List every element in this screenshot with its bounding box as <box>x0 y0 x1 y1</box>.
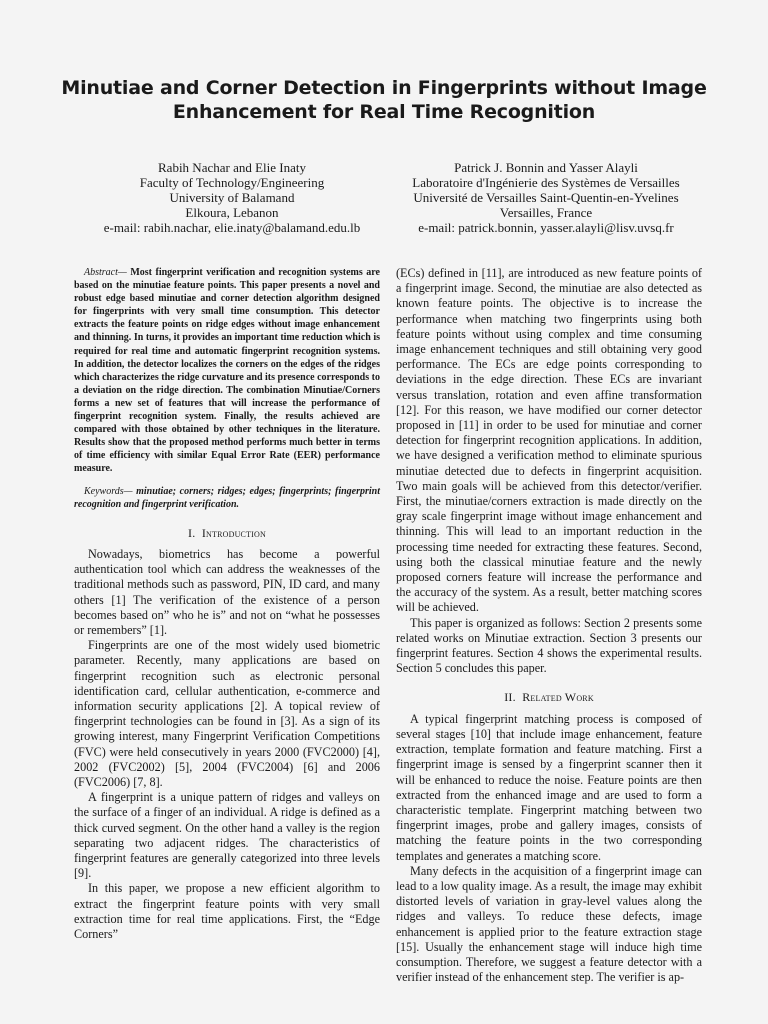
author-block-right <box>386 160 706 235</box>
abstract-text: Most fingerprint verification and recognition systems are based on the minutiae feature points. This paper presents a novel and robust edge based minutiae and corner detection algorithm designed for fingerprints with very small time consumption. This detector extracts the feature points on ridge edges without image enhancement and thinning. In turns, it provides an important time reduction which is required for real time and automatic fingerprint recognition systems. In addition, the detector localizes the corners on the edges of the ridges which characterizes the ridge curvature and its presence corresponds to a deviation on the ridge direction. The combination Minutiae/Corners forms a new set of features that will increase the performance of fingerprint recognition system. Finally, the results achieved are compared with those obtained by other techniques in the literature. Results show that the proposed method performs much better in terms of time efficiency with similar Equal Error Rate (EER) performance measure. <box>74 267 380 475</box>
section-number: I. <box>188 525 196 540</box>
paragraph: In this paper, we propose a new efficient algorithm to extract the fingerprint feature points with very small extraction time for real time applications. First, the “Edge Corners” <box>74 881 380 941</box>
paragraph: This paper is organized as follows: Section 2 presents some related works on Minutiae extraction. Section 3 presents our fingerprint features. Section 4 shows the experimental results. Section 5 concludes this paper. <box>396 615 702 676</box>
author-names: Rabih Nachar and Elie Inaty <box>158 160 306 175</box>
author-location: Elkoura, Lebanon <box>185 205 279 220</box>
section-heading-related-work <box>396 690 702 705</box>
abstract <box>74 266 380 476</box>
section-title: Related Work <box>522 690 594 705</box>
abstract-label: Abstract— <box>84 267 127 278</box>
keywords <box>74 485 380 511</box>
author-block-left <box>76 160 388 235</box>
author-email: e-mail: patrick.bonnin, yasser.alayli@lisv.uvsq.fr <box>418 220 674 235</box>
author-affiliation: Faculty of Technology/Engineering <box>139 175 325 190</box>
paragraph: Many defects in the acquisition of a fingerprint image can lead to a low quality image. As a result, the image may exhibit distorted levels of variation in gray-level values along the ridges and valleys. To reduce these defects, image enhancement is applied prior to the feature extraction stage [15]. Usually the enhancement stage will induce high time consumption. Therefore, we suggest a feature detector with a verifier instead of the enhancement step. The verifier is ap- <box>396 863 702 985</box>
section-number: II. <box>504 690 516 705</box>
author-affiliation: Laboratoire d'Ingénierie des Systèmes de Versailles <box>412 175 680 190</box>
author-email: e-mail: rabih.nachar, elie.inaty@balamand.edu.lb <box>103 220 361 235</box>
author-affiliation: Université de Versailles Saint-Quentin-en-Yvelines <box>413 190 679 205</box>
left-column <box>74 266 380 942</box>
right-column <box>396 266 702 985</box>
author-names: Patrick J. Bonnin and Yasser Alayli <box>454 160 638 175</box>
author-affiliation: University of Balamand <box>169 190 295 205</box>
author-location: Versailles, France <box>499 205 593 220</box>
paragraph: A fingerprint is a unique pattern of ridges and valleys on the surface of a finger of an individual. A ridge is defined as a thick curved segment. On the other hand a valley is the region separating two adjacent ridges. The characteristics of fingerprint features are generally categorized into three levels [9]. <box>74 790 380 881</box>
section-title: Introduction <box>201 525 266 540</box>
paragraph: Nowadays, biometrics has become a powerful authentication tool which can address the weaknesses of the traditional methods such as password, PIN, ID card, and many others [1] The verification of the existence of a person becomes based on” who he is” and not on “what he possesses or remembers” [1]. <box>74 546 380 637</box>
paper-title: Minutiae and Corner Detection in Fingerprints without Image Enhancement for Real Time Recognition <box>61 77 707 123</box>
paragraph: (ECs) defined in [11], are introduced as new feature points of a fingerprint image. Second, the minutiae are also detected as known feature points. The objective is to increase the performance when matching two fingerprints using both feature points without using complex and time consuming image enhancement techniques and still obtaining very good performance. The ECs are edge points corresponding to deviations in the edge direction. These ECs are invariant versus translation, rotation and even affine transformation [12]. For this reason, we have modified our corner detector proposed in [11] in order to be used for minutiae and corner detection for fingerprint recognition applications. In addition, we have designed a verification method to eliminate spurious minutiae detected due to defects in fingerprint acquisition. Two main goals will be achieved from this detector/verifier. First, the minutiae/corners extraction is made directly on the gray scale fingerprint image without image enhancement and thinning. This will lead to an important reduction in the processing time needed for extracting these features. Second, using both the classical minutiae feature and the newly proposed corners feature will increase the performance and the accuracy of the system. As a result, better matching scores will be achieved. <box>396 266 702 615</box>
paragraph: A typical fingerprint matching process is composed of several stages [10] that include image enhancement, feature extraction, template formation and feature matching. First a fingerprint image is sensed by a fingerprint scanner then it will be enhanced to reduce the noise. Feature points are then extracted from the enhanced image and are used to form a characteristic template. Fingerprint matching between two fingerprint images, probe and gallery images, consists of matching the feature points in the two corresponding templates and generates a matching score. <box>396 711 702 863</box>
keywords-text: minutiae; corners; ridges; edges; fingerprints; fingerprint recognition and fingerprint verification. <box>74 485 380 510</box>
keywords-label: Keywords— <box>84 485 133 497</box>
paragraph: Fingerprints are one of the most widely used biometric parameter. Recently, many applications are based on fingerprint recognition such as electronic personal identification card, cellular authentication, e-commerce and information security applications [2]. A topical review of fingerprint technologies can be found in [3]. As a sign of its growing interest, many Fingerprint Verification Competitions (FVC) were held consecutively in years 2000 (FVC2000) [4], 2002 (FVC2002) [5], 2004 (FVC2004) [6] and 2006 (FVC2006) [7, 8]. <box>74 638 380 789</box>
section-heading-introduction <box>74 526 380 541</box>
